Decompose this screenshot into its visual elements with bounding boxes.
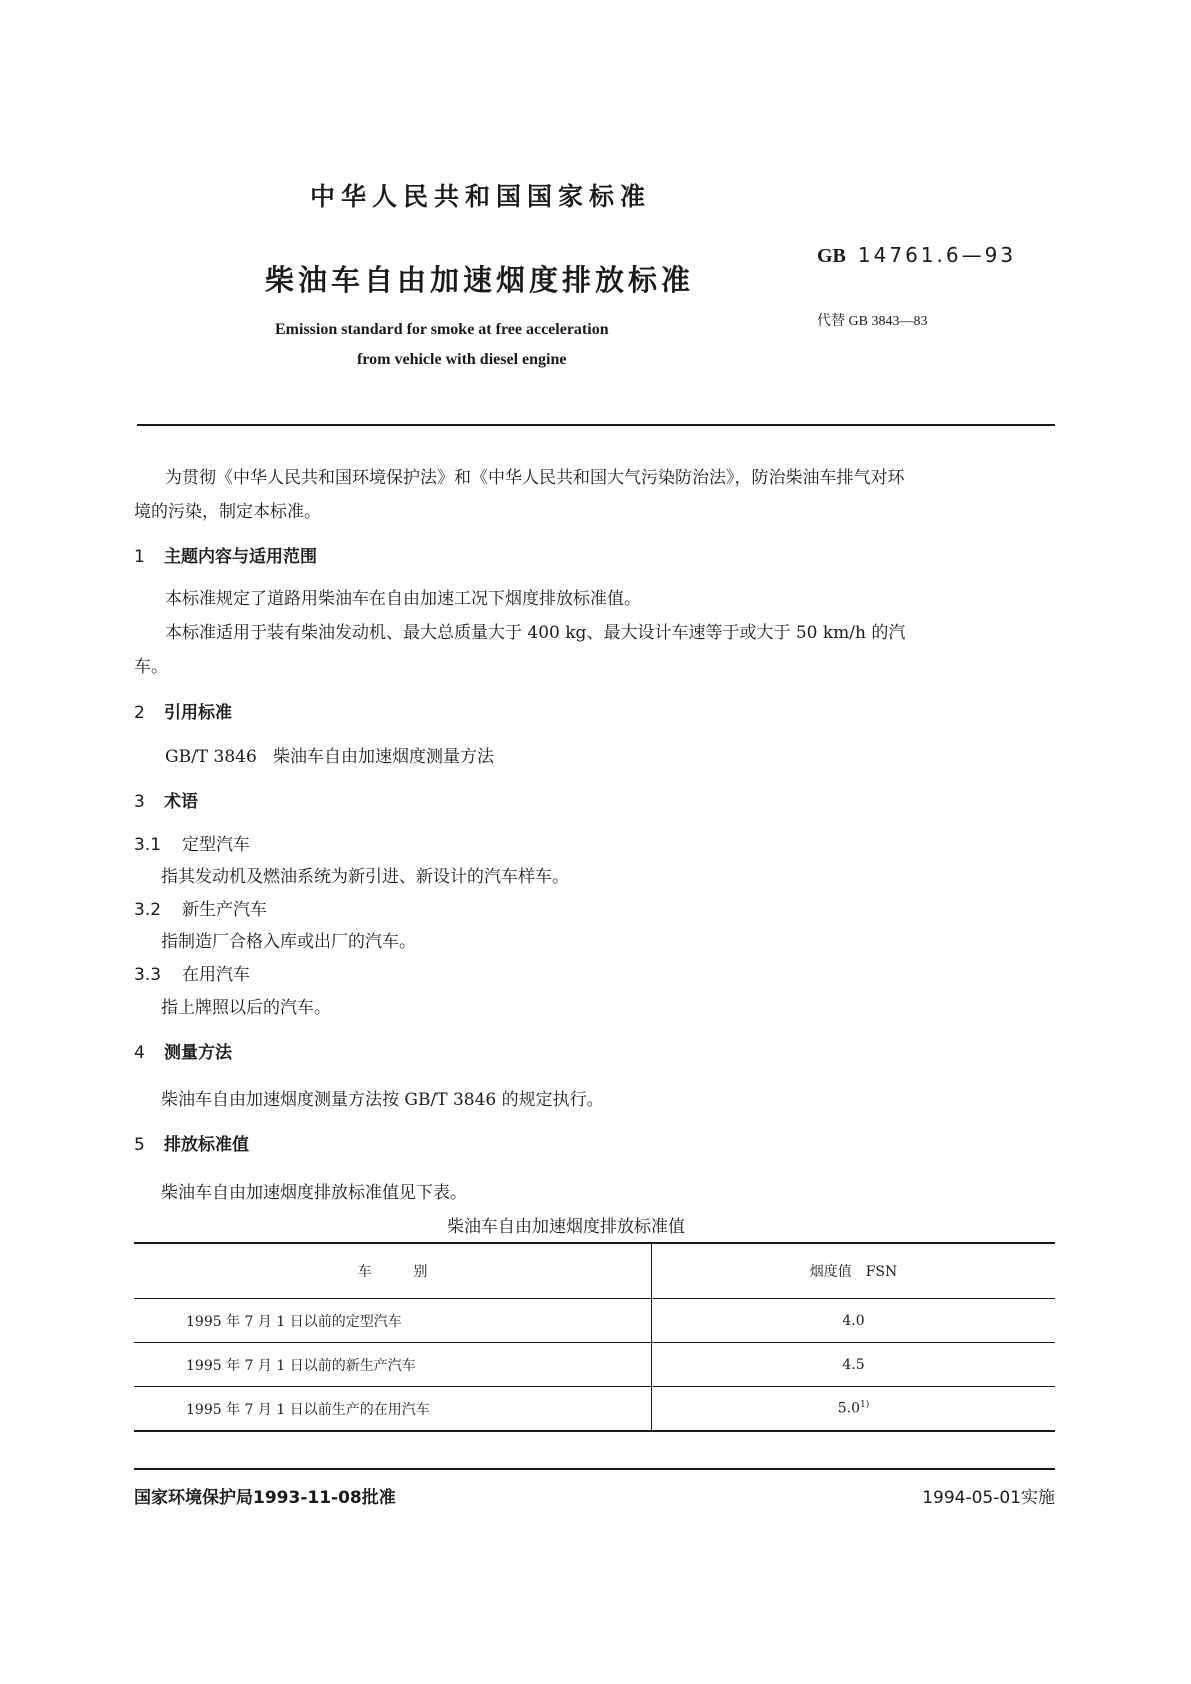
preamble-line1: 为贯彻《中华人民共和国环境保护法》和《中华人民共和国大气污染防治法》，防治柴油车排气对环 <box>165 468 905 488</box>
section-1-heading: 1 主题内容与适用范围 <box>134 547 317 567</box>
subsection-3-3-text: 指上牌照以后的汽车。 <box>161 998 331 1018</box>
table-row <box>134 1343 1055 1387</box>
row-value: 4.5 <box>652 1343 1056 1387</box>
section-5-text: 柴油车自由加速烟度排放标准值见下表。 <box>161 1183 467 1203</box>
header-divider <box>137 424 1055 426</box>
standard-title-en-line1: Emission standard for smoke at free acceleration <box>275 321 609 338</box>
footnote-marker: 1) <box>860 1400 870 1411</box>
replaces-standard: 代替 GB 3843—83 <box>817 314 928 329</box>
standard-code-number: 14761.6—93 <box>857 243 1017 267</box>
table-row <box>134 1299 1055 1343</box>
footer-divider <box>134 1468 1055 1470</box>
row-category: 1995 年 7 月 1 日以前的定型汽车 <box>134 1299 652 1343</box>
row-value: 4.0 <box>652 1299 1056 1343</box>
header-vehicle-category: 车 别 <box>134 1243 652 1299</box>
row-value-with-note: 5.0$^{1)}$ <box>652 1387 1056 1432</box>
table-header-row <box>134 1243 1055 1299</box>
table-row <box>134 1387 1055 1432</box>
subsection-3-3-heading: 3.3 在用汽车 <box>134 965 250 985</box>
subsection-3-1-text: 指其发动机及燃油系统为新引进、新设计的汽车样车。 <box>161 867 569 887</box>
preamble-line2: 境的污染，制定本标准。 <box>134 502 321 522</box>
approval-info: 国家环境保护局1993-11-08批准 <box>134 1488 396 1508</box>
row-category: 1995 年 7 月 1 日以前生产的在用汽车 <box>134 1387 652 1432</box>
effective-date: 1994-05-01实施 <box>922 1488 1055 1508</box>
subsection-3-2-text: 指制造厂合格入库或出厂的汽车。 <box>161 932 416 952</box>
standard-organization: 中华人民共和国国家标准 <box>310 182 652 211</box>
section-1-para2: 本标准适用于装有柴油发动机、最大总质量大于 400 kg、最大设计车速等于或大于 50 km/h 的汽 <box>165 623 906 643</box>
standard-code <box>817 243 1016 268</box>
standard-code-prefix: GB <box>817 245 846 267</box>
row-category: 1995 年 7 月 1 日以前的新生产汽车 <box>134 1343 652 1387</box>
section-1-para1: 本标准规定了道路用柴油车在自由加速工况下烟度排放标准值。 <box>165 589 641 609</box>
standard-title-zh: 柴油车自由加速烟度排放标准 <box>265 263 695 297</box>
section-5-heading: 5 排放标准值 <box>134 1135 249 1155</box>
header-smoke-value: 烟度值 FSN <box>652 1243 1056 1299</box>
subsection-3-1-heading: 3.1 定型汽车 <box>134 835 250 855</box>
standard-title-en-line2: from vehicle with diesel engine <box>357 351 567 368</box>
emission-standard-table <box>134 1242 1055 1432</box>
section-3-heading: 3 术语 <box>134 792 198 812</box>
section-4-heading: 4 测量方法 <box>134 1043 232 1063</box>
subsection-3-2-heading: 3.2 新生产汽车 <box>134 900 267 920</box>
table-caption: 柴油车自由加速烟度排放标准值 <box>447 1217 685 1237</box>
section-2-heading: 2 引用标准 <box>134 703 232 723</box>
section-2-reference: GB/T 3846 柴油车自由加速烟度测量方法 <box>165 747 495 767</box>
section-1-para2-cont: 车。 <box>134 657 168 677</box>
section-4-text: 柴油车自由加速烟度测量方法按 GB/T 3846 的规定执行。 <box>161 1090 604 1110</box>
